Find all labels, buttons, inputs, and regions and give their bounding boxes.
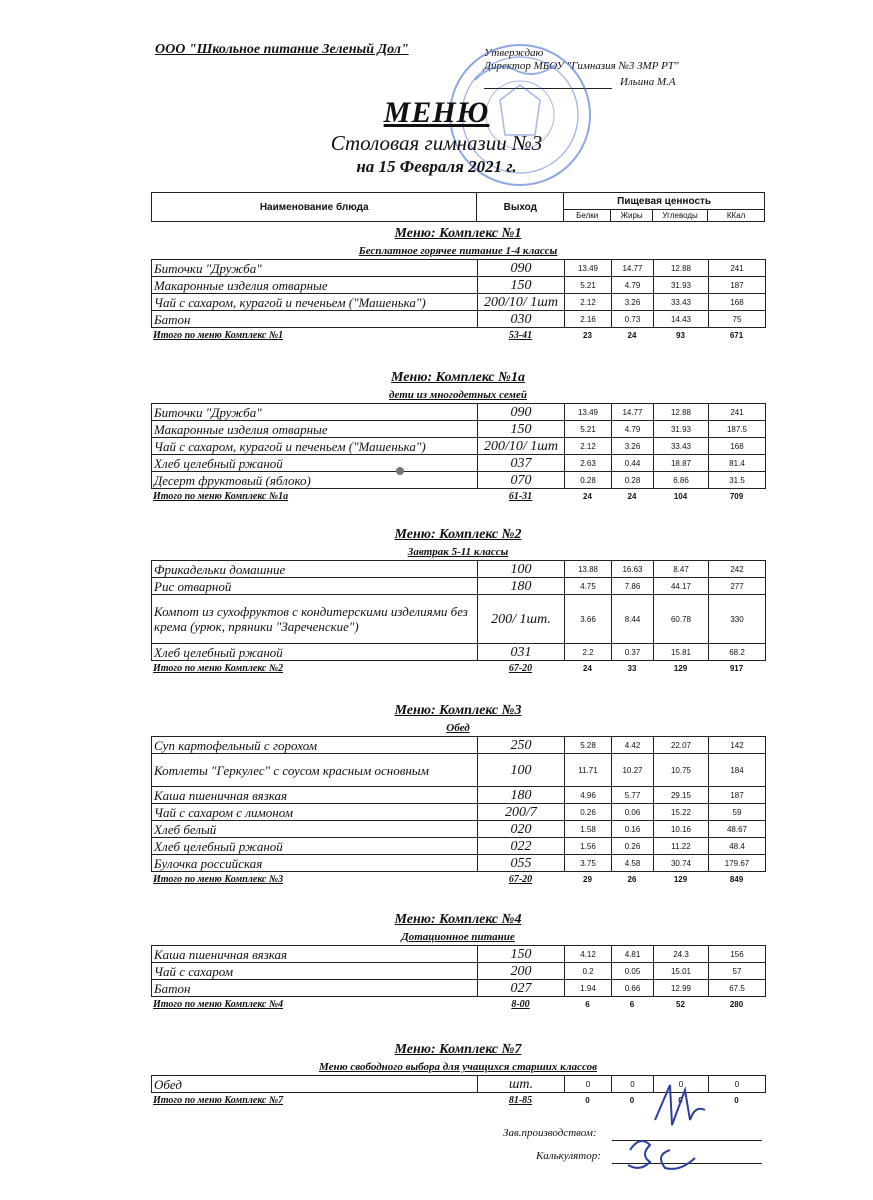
dish-carbs: 15.81 (654, 644, 709, 661)
dish-kcal: 68.2 (709, 644, 766, 661)
dish-name: Хлеб целебный ржаной (152, 838, 478, 855)
header-nutrition: Пищевая ценность (564, 193, 765, 210)
dish-kcal: 241 (709, 260, 766, 277)
dish-name: Хлеб целебный ржаной (152, 644, 478, 661)
total-carbs: 0 (678, 1095, 683, 1105)
dish-protein: 0.26 (565, 804, 612, 821)
dish-carbs: 12.88 (654, 404, 709, 421)
dish-protein: 4.12 (565, 946, 612, 963)
dish-output: шт. (478, 1076, 565, 1093)
table-row (152, 963, 766, 980)
dish-fat: 16.63 (612, 561, 654, 578)
signature-icon (610, 1080, 730, 1180)
dish-protein: 2.63 (565, 455, 612, 472)
table-row (152, 821, 766, 838)
dish-fat: 0.16 (612, 821, 654, 838)
table-row (152, 578, 766, 595)
table-row (152, 294, 766, 311)
dish-name: Чай с сахаром (152, 963, 478, 980)
table-row (152, 438, 766, 455)
dish-kcal: 330 (709, 595, 766, 644)
dish-kcal: 187.5 (709, 421, 766, 438)
total-label: Итого по меню Комплекс №1а (153, 490, 289, 502)
dish-fat: 10.27 (612, 754, 654, 787)
total-carbs: 104 (673, 491, 688, 501)
dish-protein: 3.75 (565, 855, 612, 872)
total-kcal: 280 (729, 999, 744, 1009)
dish-output: 090 (478, 260, 565, 277)
table-row (152, 561, 766, 578)
dish-output: 150 (478, 277, 565, 294)
total-output: 61-31 (508, 490, 533, 502)
complex-subtitle: Дотационное питание (401, 931, 515, 943)
total-kcal: 849 (729, 874, 744, 884)
dish-protein: 5.21 (565, 421, 612, 438)
dish-protein: 1.58 (565, 821, 612, 838)
dish-carbs: 15.01 (654, 963, 709, 980)
table-row (152, 838, 766, 855)
total-protein: 0 (585, 1095, 590, 1105)
complex-subtitle: Завтрак 5-11 классы (407, 546, 509, 558)
dish-name: Фрикадельки домашние (152, 561, 478, 578)
total-protein: 29 (583, 874, 592, 884)
dish-kcal: 187 (709, 277, 766, 294)
table-row (152, 787, 766, 804)
dish-name: Хлеб белый (152, 821, 478, 838)
dish-name: Каша пшеничная вязкая (152, 946, 478, 963)
dish-protein: 5.28 (565, 737, 612, 754)
dish-kcal: 67.5 (709, 980, 766, 997)
table-row (152, 855, 766, 872)
dish-name: Биточки "Дружба" (152, 404, 478, 421)
dish-kcal: 142 (709, 737, 766, 754)
dish-output: 027 (478, 980, 565, 997)
table-row (152, 472, 766, 489)
dish-fat: 0.66 (612, 980, 654, 997)
total-kcal: 709 (729, 491, 744, 501)
complex-title: Меню: Комплекс №4 (394, 912, 522, 927)
dish-output: 150 (478, 421, 565, 438)
dish-carbs: 33.43 (654, 294, 709, 311)
dish-fat: 3.26 (612, 438, 654, 455)
dish-carbs: 33.43 (654, 438, 709, 455)
complex-subtitle: Обед (446, 722, 470, 734)
dish-name: Чай с сахаром, курагой и печеньем ("Машенька") (152, 294, 478, 311)
dish-protein: 2.12 (565, 294, 612, 311)
dish-output: 020 (478, 821, 565, 838)
dish-output: 200/7 (478, 804, 565, 821)
table-row (152, 644, 766, 661)
dish-kcal: 81.4 (709, 455, 766, 472)
dish-carbs: 18.87 (654, 455, 709, 472)
dish-output: 100 (478, 754, 565, 787)
total-row (151, 997, 765, 1011)
dish-carbs: 60.78 (654, 595, 709, 644)
complex-title: Меню: Комплекс №7 (394, 1042, 522, 1057)
dish-carbs: 11.22 (654, 838, 709, 855)
company-name: ООО "Школьное питание Зеленый Дол" (155, 42, 409, 57)
total-row (151, 328, 765, 342)
dish-protein: 4.96 (565, 787, 612, 804)
dish-protein: 0.28 (565, 472, 612, 489)
dish-protein: 2.12 (565, 438, 612, 455)
total-row (151, 872, 765, 886)
dish-protein: 11.71 (565, 754, 612, 787)
total-fat: 24 (627, 330, 637, 340)
dish-carbs: 24.3 (654, 946, 709, 963)
dish-kcal: 31.5 (709, 472, 766, 489)
complex-subtitle: дети из многодетных семей (389, 389, 527, 401)
complex-section (151, 701, 765, 886)
complex-section (151, 525, 765, 675)
total-protein: 24 (583, 491, 592, 501)
dish-protein: 13.49 (565, 260, 612, 277)
dish-name: Компот из сухофруктов с кондитерскими изделиями без крема (урюк, пряники "Зареченские") (152, 595, 478, 644)
total-kcal: 671 (729, 330, 744, 340)
dish-name: Хлеб целебный ржаной (152, 455, 478, 472)
menu-table (151, 259, 766, 328)
dish-output: 070 (478, 472, 565, 489)
dish-name: Булочка российская (152, 855, 478, 872)
header-carbs: Углеводы (653, 210, 708, 222)
dish-name: Батон (152, 311, 478, 328)
dish-kcal: 156 (709, 946, 766, 963)
total-label: Итого по меню Комплекс №7 (153, 1094, 284, 1106)
dish-output: 200 (478, 963, 565, 980)
dish-output: 055 (478, 855, 565, 872)
dish-fat: 0.05 (612, 963, 654, 980)
production-label: Зав.производством: (503, 1127, 597, 1139)
dish-kcal: 277 (709, 578, 766, 595)
dish-kcal: 48.4 (709, 838, 766, 855)
dish-fat: 5.77 (612, 787, 654, 804)
column-header (151, 192, 765, 222)
complex-section (151, 224, 765, 342)
dish-kcal: 75 (709, 311, 766, 328)
dish-carbs: 14.43 (654, 311, 709, 328)
dish-carbs: 0 (654, 1076, 709, 1093)
total-label: Итого по меню Комплекс №3 (153, 873, 284, 885)
total-output: 67-20 (508, 662, 533, 674)
dish-output: 200/ 1шт. (478, 595, 565, 644)
dish-fat: 14.77 (612, 404, 654, 421)
dish-fat: 0.44 (612, 455, 654, 472)
total-carbs: 52 (676, 999, 685, 1009)
total-protein: 6 (585, 999, 590, 1009)
table-row (152, 595, 766, 644)
dish-protein: 1.94 (565, 980, 612, 997)
table-row (152, 260, 766, 277)
dish-protein: 5.21 (565, 277, 612, 294)
total-carbs: 93 (676, 330, 685, 340)
header-kcal: ККал (708, 210, 765, 222)
dish-output: 030 (478, 311, 565, 328)
dish-name: Чай с сахаром с лимоном (152, 804, 478, 821)
total-carbs: 129 (673, 663, 688, 673)
dish-carbs: 10.75 (654, 754, 709, 787)
dish-fat: 4.42 (612, 737, 654, 754)
dish-fat: 4.79 (612, 277, 654, 294)
menu-table (151, 403, 766, 489)
dish-output: 100 (478, 561, 565, 578)
complex-title: Меню: Комплекс №2 (394, 527, 522, 542)
dish-kcal: 187 (709, 787, 766, 804)
total-label: Итого по меню Комплекс №2 (153, 662, 284, 674)
dish-name: Котлеты "Геркулес" с соусом красным основным (152, 754, 478, 787)
dish-output: 200/10/ 1шт (478, 438, 565, 455)
table-row (152, 311, 766, 328)
dish-fat: 0.28 (612, 472, 654, 489)
dish-protein: 3.66 (565, 595, 612, 644)
dish-protein: 13.49 (565, 404, 612, 421)
total-kcal: 0 (734, 1095, 739, 1105)
complex-subtitle: Меню свободного выбора для учащихся старших классов (318, 1061, 598, 1073)
dish-carbs: 31.93 (654, 277, 709, 294)
total-carbs: 129 (673, 874, 688, 884)
dish-protein: 0.2 (565, 963, 612, 980)
director-name: Ильина М.А (620, 76, 676, 88)
dish-carbs: 44.17 (654, 578, 709, 595)
menu-table (151, 560, 766, 661)
header-fat: Жиры (611, 210, 653, 222)
table-row (152, 754, 766, 787)
dish-protein: 0 (565, 1076, 612, 1093)
dish-name: Рис отварной (152, 578, 478, 595)
dish-name: Биточки "Дружба" (152, 260, 478, 277)
total-output: 67-20 (508, 873, 533, 885)
dish-name: Батон (152, 980, 478, 997)
dish-protein: 1.56 (565, 838, 612, 855)
complex-title: Меню: Комплекс №1а (391, 370, 525, 385)
total-row (151, 661, 765, 675)
total-label: Итого по меню Комплекс №1 (153, 329, 284, 341)
dish-fat: 14.77 (612, 260, 654, 277)
dish-kcal: 241 (709, 404, 766, 421)
dish-output: 090 (478, 404, 565, 421)
dish-name: Макаронные изделия отварные (152, 421, 478, 438)
dish-fat: 0 (612, 1076, 654, 1093)
dish-carbs: 12.99 (654, 980, 709, 997)
dish-carbs: 15.22 (654, 804, 709, 821)
dish-kcal: 48.67 (709, 821, 766, 838)
complex-title: Меню: Комплекс №1 (394, 226, 522, 241)
dish-kcal: 59 (709, 804, 766, 821)
dish-carbs: 22.07 (654, 737, 709, 754)
menu-table (151, 945, 766, 997)
dish-carbs: 31.93 (654, 421, 709, 438)
complex-section (151, 368, 765, 503)
dish-output: 180 (478, 787, 565, 804)
table-row (152, 980, 766, 997)
table-row (152, 946, 766, 963)
dish-output: 022 (478, 838, 565, 855)
dish-carbs: 8.47 (654, 561, 709, 578)
table-row (152, 455, 766, 472)
table-row (152, 404, 766, 421)
dish-output: 180 (478, 578, 565, 595)
dish-name: Десерт фруктовый (яблоко) (152, 472, 478, 489)
ink-spot (396, 467, 404, 475)
complex-subtitle: Бесплатное горячее питание 1-4 классы (358, 245, 558, 257)
dish-fat: 4.58 (612, 855, 654, 872)
complex-section (151, 910, 765, 1011)
dish-name: Каша пшеничная вязкая (152, 787, 478, 804)
dish-protein: 4.75 (565, 578, 612, 595)
table-row (152, 737, 766, 754)
total-output: 81-85 (508, 1094, 533, 1106)
dish-protein: 2.2 (565, 644, 612, 661)
dish-protein: 2.16 (565, 311, 612, 328)
dish-output: 037 (478, 455, 565, 472)
total-kcal: 917 (729, 663, 744, 673)
dish-fat: 0.26 (612, 838, 654, 855)
calculator-label: Калькулятор: (536, 1150, 601, 1162)
total-output: 53-41 (508, 329, 533, 341)
total-fat: 0 (629, 1095, 635, 1105)
dish-fat: 4.81 (612, 946, 654, 963)
director-title: Директор МБОУ "Гимназия №3 ЗМР РТ" (484, 60, 679, 72)
dish-name: Чай с сахаром, курагой и печеньем ("Машенька") (152, 438, 478, 455)
total-fat: 6 (629, 999, 635, 1009)
dish-carbs: 12.88 (654, 260, 709, 277)
dish-fat: 0.37 (612, 644, 654, 661)
dish-carbs: 6.86 (654, 472, 709, 489)
table-row (152, 804, 766, 821)
header-dish: Наименование блюда (152, 193, 477, 222)
approve-label: Утверждаю (484, 47, 544, 59)
dish-kcal: 184 (709, 754, 766, 787)
header-protein: Белки (564, 210, 611, 222)
total-protein: 23 (583, 330, 592, 340)
dish-output: 200/10/ 1шт (478, 294, 565, 311)
total-output: 8-00 (511, 998, 530, 1010)
dish-kcal: 179.67 (709, 855, 766, 872)
dish-carbs: 30.74 (654, 855, 709, 872)
dish-name: Макаронные изделия отварные (152, 277, 478, 294)
canteen-title: Столовая гимназии №3 (330, 131, 543, 155)
dish-fat: 3.26 (612, 294, 654, 311)
complex-title: Меню: Комплекс №3 (394, 703, 522, 718)
total-protein: 24 (583, 663, 592, 673)
dish-protein: 13.88 (565, 561, 612, 578)
dish-kcal: 168 (709, 438, 766, 455)
dish-output: 031 (478, 644, 565, 661)
menu-date: на 15 Февраля 2021 г. (356, 157, 517, 176)
menu-table (151, 736, 766, 872)
dish-fat: 0.73 (612, 311, 654, 328)
dish-kcal: 242 (709, 561, 766, 578)
dish-kcal: 57 (709, 963, 766, 980)
dish-fat: 8.44 (612, 595, 654, 644)
dish-carbs: 10.16 (654, 821, 709, 838)
dish-output: 250 (478, 737, 565, 754)
header-output: Выход (477, 193, 564, 222)
dish-output: 150 (478, 946, 565, 963)
dish-name: Суп картофельный с горохом (152, 737, 478, 754)
dish-fat: 0.06 (612, 804, 654, 821)
table-row (152, 277, 766, 294)
dish-kcal: 0 (709, 1076, 766, 1093)
total-row (151, 489, 765, 503)
total-fat: 26 (627, 874, 637, 884)
dish-name: Обед (152, 1076, 478, 1093)
dish-fat: 4.79 (612, 421, 654, 438)
dish-carbs: 29.15 (654, 787, 709, 804)
total-fat: 33 (627, 663, 637, 673)
dish-kcal: 168 (709, 294, 766, 311)
table-row (152, 421, 766, 438)
total-label: Итого по меню Комплекс №4 (153, 998, 284, 1010)
total-fat: 24 (627, 491, 637, 501)
page-title: МЕНЮ (383, 96, 490, 129)
dish-fat: 7.86 (612, 578, 654, 595)
